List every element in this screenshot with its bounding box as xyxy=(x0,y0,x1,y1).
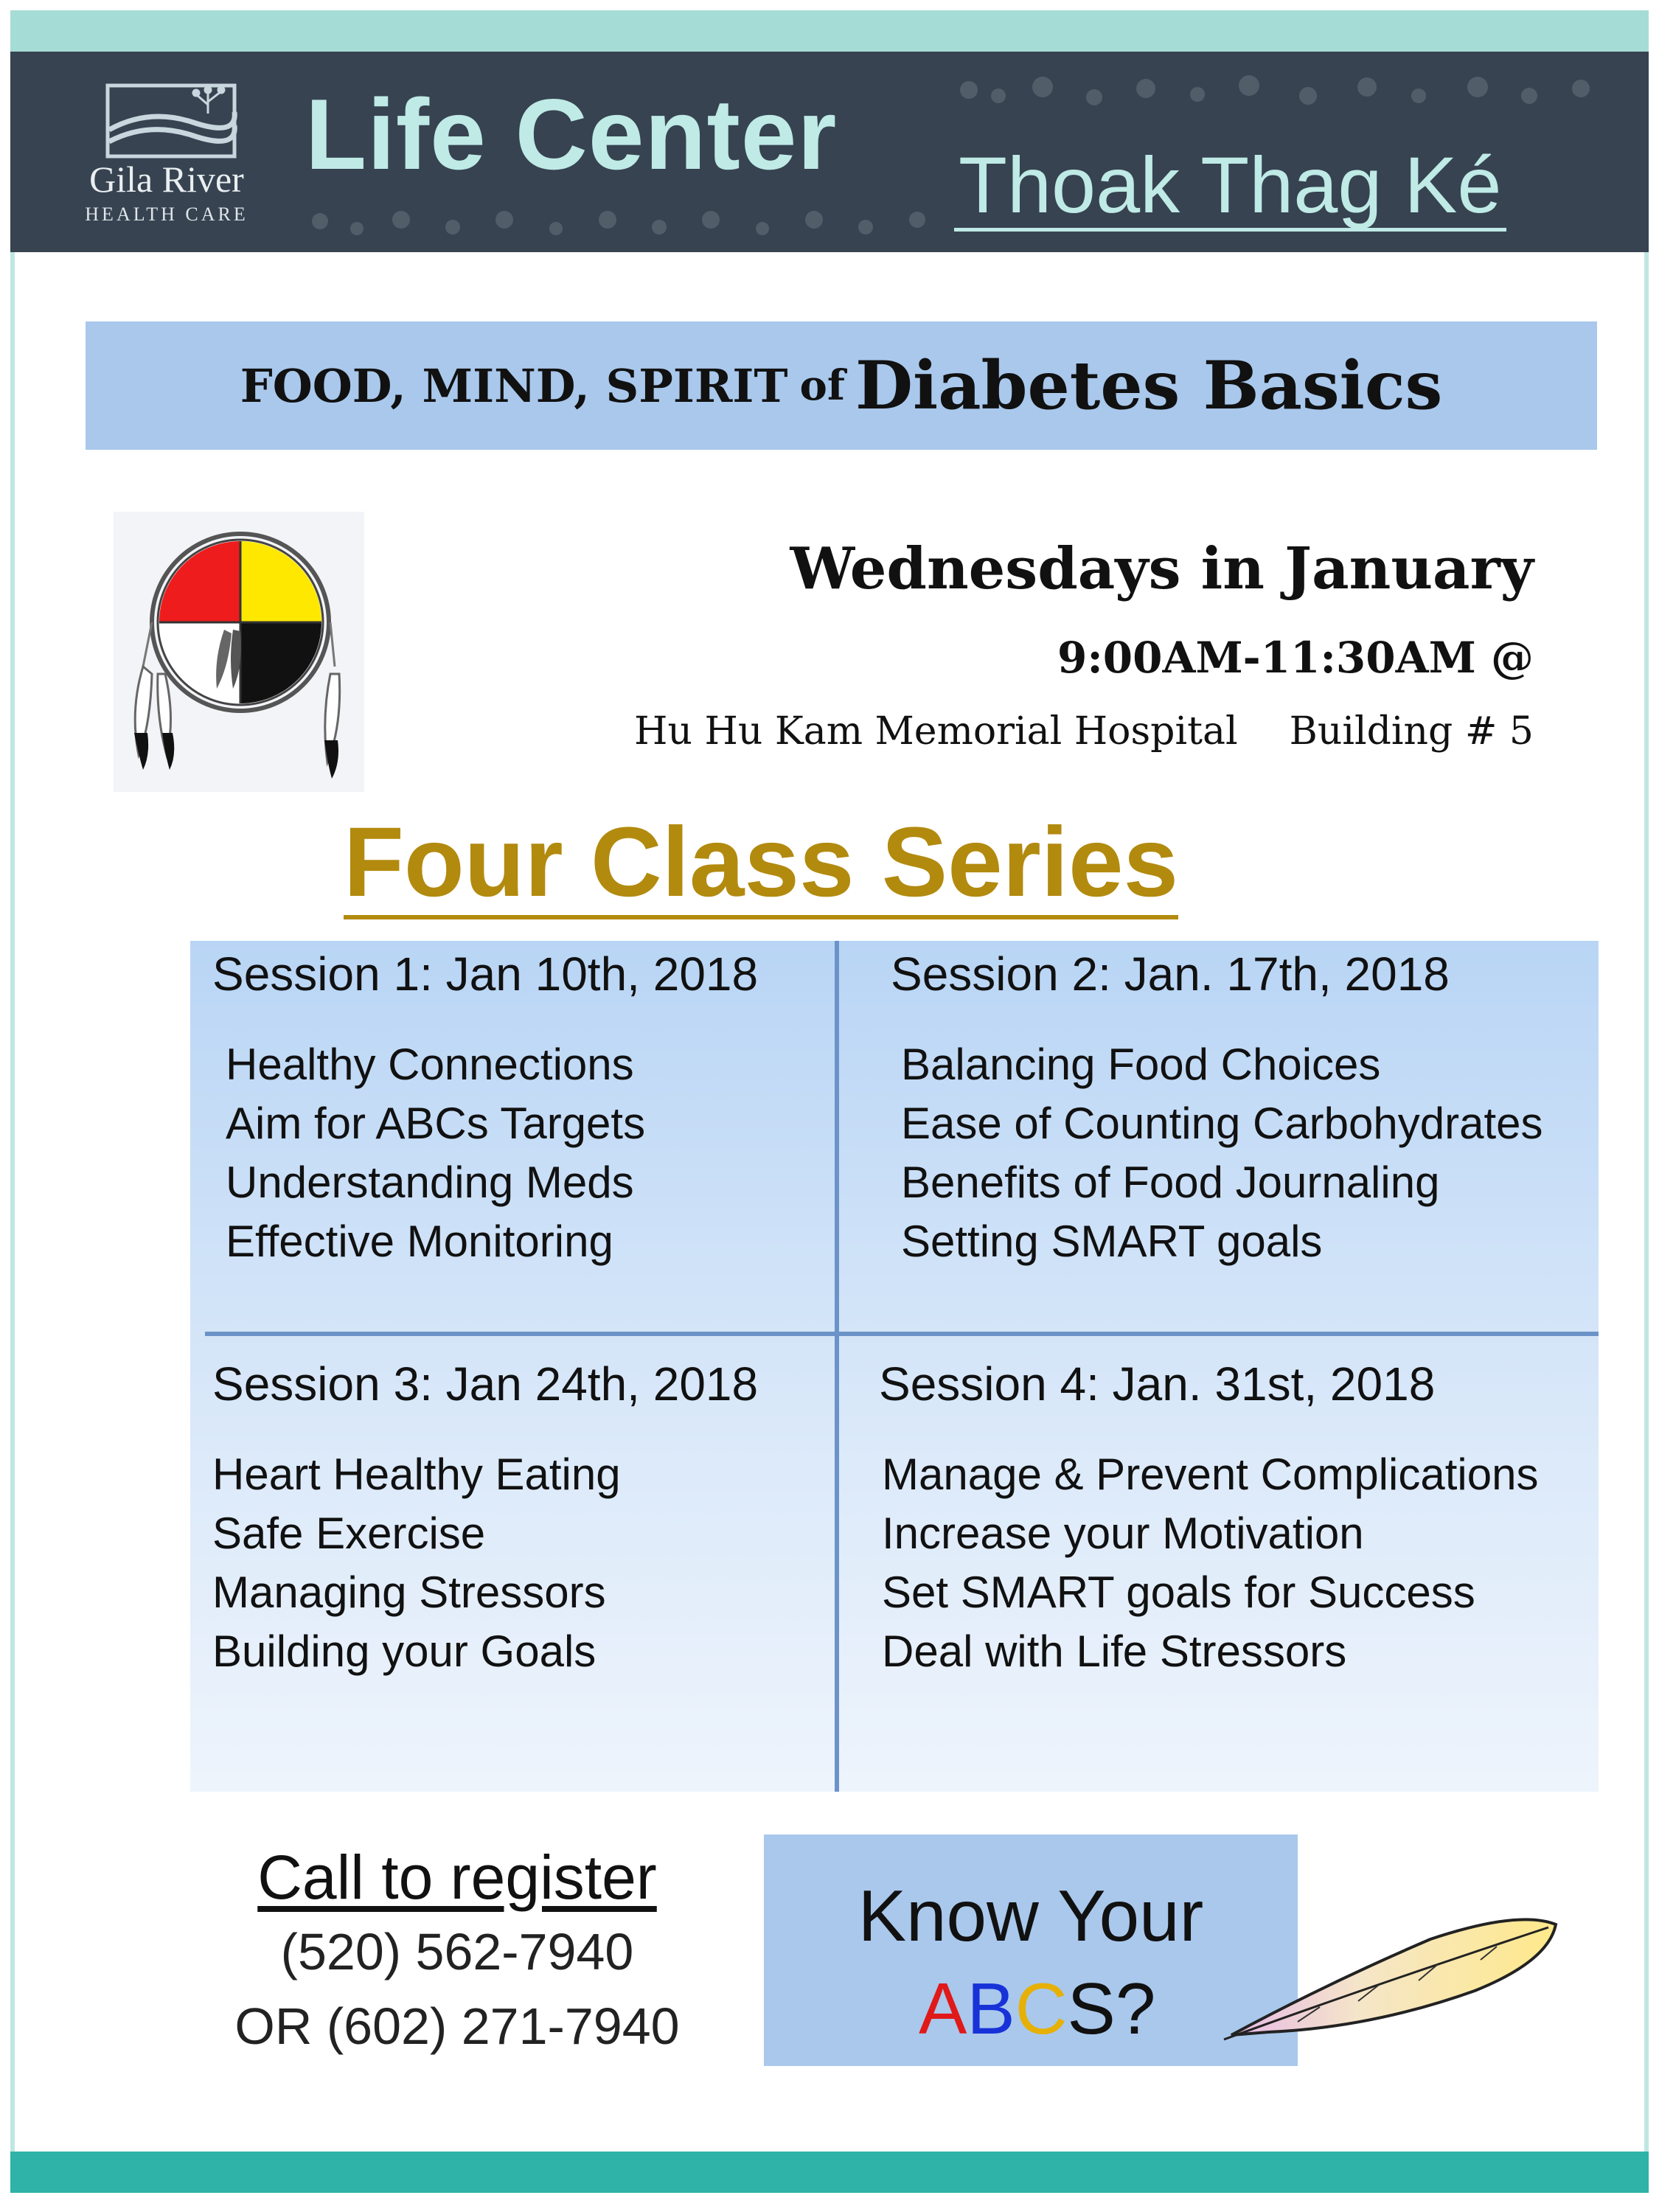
session-2 xyxy=(891,947,1543,1271)
program-title-banner xyxy=(86,321,1597,450)
sessions-grid xyxy=(190,941,1599,1792)
session-topic: Ease of Counting Carbohydrates xyxy=(901,1099,1543,1148)
series-title: Four Class Series xyxy=(344,811,1178,919)
register-phone-1[interactable]: (520) 562-7940 xyxy=(280,1922,634,1980)
session-topic: Safe Exercise xyxy=(212,1509,486,1558)
location-hospital: Hu Hu Kam Memorial Hospital xyxy=(634,709,1238,754)
header-banner xyxy=(10,52,1649,252)
session-topic: Heart Healthy Eating xyxy=(212,1450,621,1499)
header-title: Life Center xyxy=(305,78,838,190)
logo-name: Gila River xyxy=(89,159,244,200)
session-topic: Effective Monitoring xyxy=(226,1217,613,1266)
session-title: Session 3: Jan 24th, 2018 xyxy=(212,1357,759,1411)
abc-letter-c: C xyxy=(1015,1968,1068,2049)
title-part-of: of xyxy=(799,361,845,410)
grid-horizontal-divider xyxy=(205,1332,1599,1336)
frame-right-border xyxy=(1644,52,1649,2152)
session-title: Session 4: Jan. 31st, 2018 xyxy=(879,1357,1436,1411)
event-time: 9:00AM-11:30AM @ xyxy=(1057,633,1534,683)
session-topic: Healthy Connections xyxy=(226,1040,634,1089)
medicine-wheel-icon xyxy=(114,512,364,792)
register-block xyxy=(192,1840,723,2065)
abcs-line-1: Know Your xyxy=(858,1875,1204,1956)
title-part-food-mind-spirit: FOOD, MIND, SPIRIT xyxy=(240,358,788,413)
session-topic: Aim for ABCs Targets xyxy=(226,1099,646,1148)
gila-river-logo xyxy=(71,78,262,240)
register-phone-2[interactable]: OR (602) 271-7940 xyxy=(234,1997,680,2056)
session-topic: Understanding Meds xyxy=(226,1158,634,1207)
session-topic: Increase your Motivation xyxy=(882,1509,1364,1558)
session-title: Session 2: Jan. 17th, 2018 xyxy=(891,947,1450,1001)
medicine-wheel-image xyxy=(114,512,364,792)
session-topic: Deal with Life Stressors xyxy=(882,1627,1347,1676)
frame-left-border xyxy=(10,52,15,2152)
feather-icon xyxy=(1209,1888,1563,2050)
flower-row-top xyxy=(960,75,1590,105)
location-building: Building # 5 xyxy=(1289,709,1534,754)
register-title: Call to register xyxy=(257,1843,657,1912)
abc-letter-b: B xyxy=(967,1968,1015,2049)
event-location xyxy=(634,709,1534,754)
grid-vertical-divider xyxy=(835,941,839,1792)
session-topic: Set SMART goals for Success xyxy=(882,1568,1475,1617)
abc-letter-s: S? xyxy=(1067,1968,1156,2049)
session-topic: Balancing Food Choices xyxy=(901,1040,1381,1089)
title-part-diabetes-basics: Diabetes Basics xyxy=(855,347,1443,425)
session-topic: Building your Goals xyxy=(212,1627,597,1676)
event-day: Wednesdays in January xyxy=(790,535,1534,602)
session-4 xyxy=(879,1357,1538,1681)
session-1 xyxy=(212,947,758,1271)
session-topic: Setting SMART goals xyxy=(901,1217,1323,1266)
flower-row-bottom xyxy=(312,211,925,235)
frame-bottom-border xyxy=(10,2152,1649,2193)
session-topic: Benefits of Food Journaling xyxy=(901,1158,1440,1207)
header-subtitle: Thoak Thag Ké xyxy=(954,143,1506,232)
session-topic: Manage & Prevent Complications xyxy=(882,1450,1539,1499)
session-title: Session 1: Jan 10th, 2018 xyxy=(212,947,759,1001)
session-3 xyxy=(212,1357,758,1681)
abc-letter-a: A xyxy=(919,1968,967,2049)
session-topic: Managing Stressors xyxy=(212,1568,606,1617)
abcs-line-2 xyxy=(919,1967,1155,2051)
frame-top-border xyxy=(10,10,1649,52)
logo-subtitle: HEALTH CARE xyxy=(85,204,248,225)
logo-mark-icon xyxy=(105,78,237,159)
